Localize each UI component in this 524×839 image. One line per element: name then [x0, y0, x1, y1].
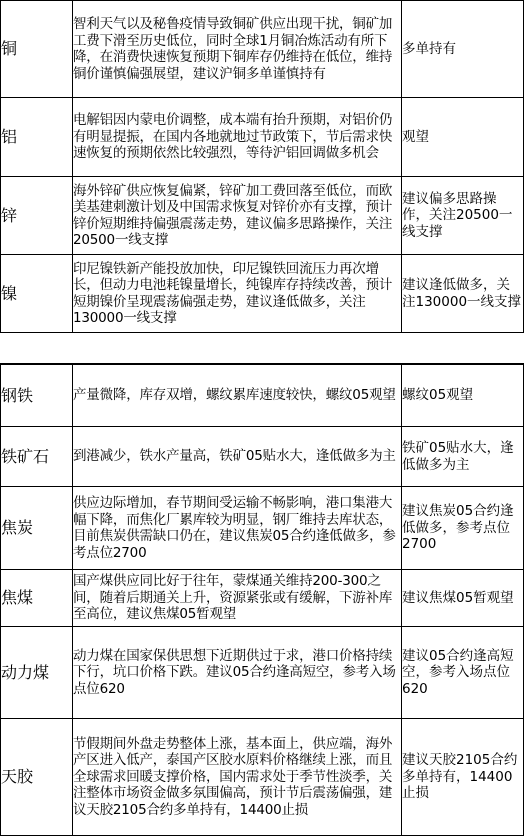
table-row [1, 487, 524, 570]
table-row [1, 98, 524, 177]
commodity-name: 镍 [1, 255, 73, 333]
strategy-view: 铁矿05贴水大，逢低做多为主 [402, 427, 524, 487]
table-row [1, 365, 524, 427]
table-row [1, 719, 524, 836]
strategy-view: 建议焦煤05暂观望 [402, 570, 524, 627]
analysis-text: 产量微降，库存双增，螺纹累库速度较快，螺纹05观望 [73, 365, 402, 427]
analysis-text: 电解铝因内蒙电价调整，成本端有抬升预期，对铝价仍有明显提振，在国内各地就地过节政策下，节后需求快速恢复的预期依然比较强烈，等待沪铝回调做多机会 [73, 98, 402, 177]
analysis-text: 到港减少，铁水产量高，铁矿05贴水大，逢低做多为主 [73, 427, 402, 487]
commodity-name: 铁矿石 [1, 427, 73, 487]
strategy-view: 建议05合约逢高短空，参考入场点位620 [402, 627, 524, 719]
commodity-name: 焦煤 [1, 570, 73, 627]
strategy-view: 建议逢低做多，关注130000一线支撑 [402, 255, 524, 333]
strategy-view: 建议焦炭05合约逢低做多，参考点位2700 [402, 487, 524, 570]
table-row [1, 177, 524, 255]
analysis-text: 海外锌矿供应恢复偏紧，锌矿加工费回落至低位，而欧美基建刺激计划及中国需求恢复对锌价亦有支撑，预计锌价短期维持偏强震荡走势，建议偏多思路操作，关注20500一线支撑 [73, 177, 402, 255]
commodity-name: 铝 [1, 98, 73, 177]
commodity-name: 焦炭 [1, 487, 73, 570]
strategy-view: 螺纹05观望 [402, 365, 524, 427]
commodity-name: 天胶 [1, 719, 73, 836]
strategy-view: 建议偏多思路操作，关注20500一线支撑 [402, 177, 524, 255]
analysis-text: 节假期间外盘走势整体上涨，基本面上，供应端，海外产区进入低产，泰国产区胶水原料价格继续上涨，而且全球需求回暖支撑价格，国内需求处于季节性淡季，关注整体市场资金做多氛围偏高，预计节后震荡偏强，建议天胶2105合约多单持有，14400止损 [73, 719, 402, 836]
ferrous-table [0, 364, 524, 836]
section-divider [0, 332, 524, 364]
analysis-text: 国产煤供应同比好于往年，蒙煤通关维持200-300之间，随着后期通关上升，资源紧张或有缓解，下游补库至高位，建议焦煤05暂观望 [73, 570, 402, 627]
table-row [1, 1, 524, 98]
strategy-view: 多单持有 [402, 1, 524, 98]
table-row [1, 627, 524, 719]
strategy-view: 观望 [402, 98, 524, 177]
commodity-name: 动力煤 [1, 627, 73, 719]
analysis-text: 动力煤在国家保供思想下近期供过于求，港口价格持续下行，坑口价格下跌。建议05合约逢高短空，参考入场点位620 [73, 627, 402, 719]
commodity-name: 锌 [1, 177, 73, 255]
table-row [1, 570, 524, 627]
table-row [1, 255, 524, 333]
table-row [1, 427, 524, 487]
commodity-name: 铜 [1, 1, 73, 98]
nonferrous-table [0, 0, 524, 333]
strategy-view: 建议天胶2105合约多单持有，14400止损 [402, 719, 524, 836]
commodity-name: 钢铁 [1, 365, 73, 427]
analysis-text: 印尼镍铁新产能投放加快，印尼镍铁回流压力再次增长，但动力电池耗镍量增长，纯镍库存持续改善，预计短期镍价呈现震荡偏强走势，建议逢低做多，关注130000一线支撑 [73, 255, 402, 333]
analysis-text: 供应边际增加，春节期间受运输不畅影响，港口集港大幅下降，而焦化厂累库较为明显，钢厂维持去库状态，目前焦炭供需缺口仍在，建议焦炭05合约逢低做多，参考点位2700 [73, 487, 402, 570]
analysis-text: 智利天气以及秘鲁疫情导致铜矿供应出现干扰，铜矿加工费下滑至历史低位，同时全球1月铜冶炼活动有所下降，在消费快速恢复预期下铜库存仍维持在低位，维持铜价谨慎偏强展望，建议沪铜多单谨慎持有 [73, 1, 402, 98]
